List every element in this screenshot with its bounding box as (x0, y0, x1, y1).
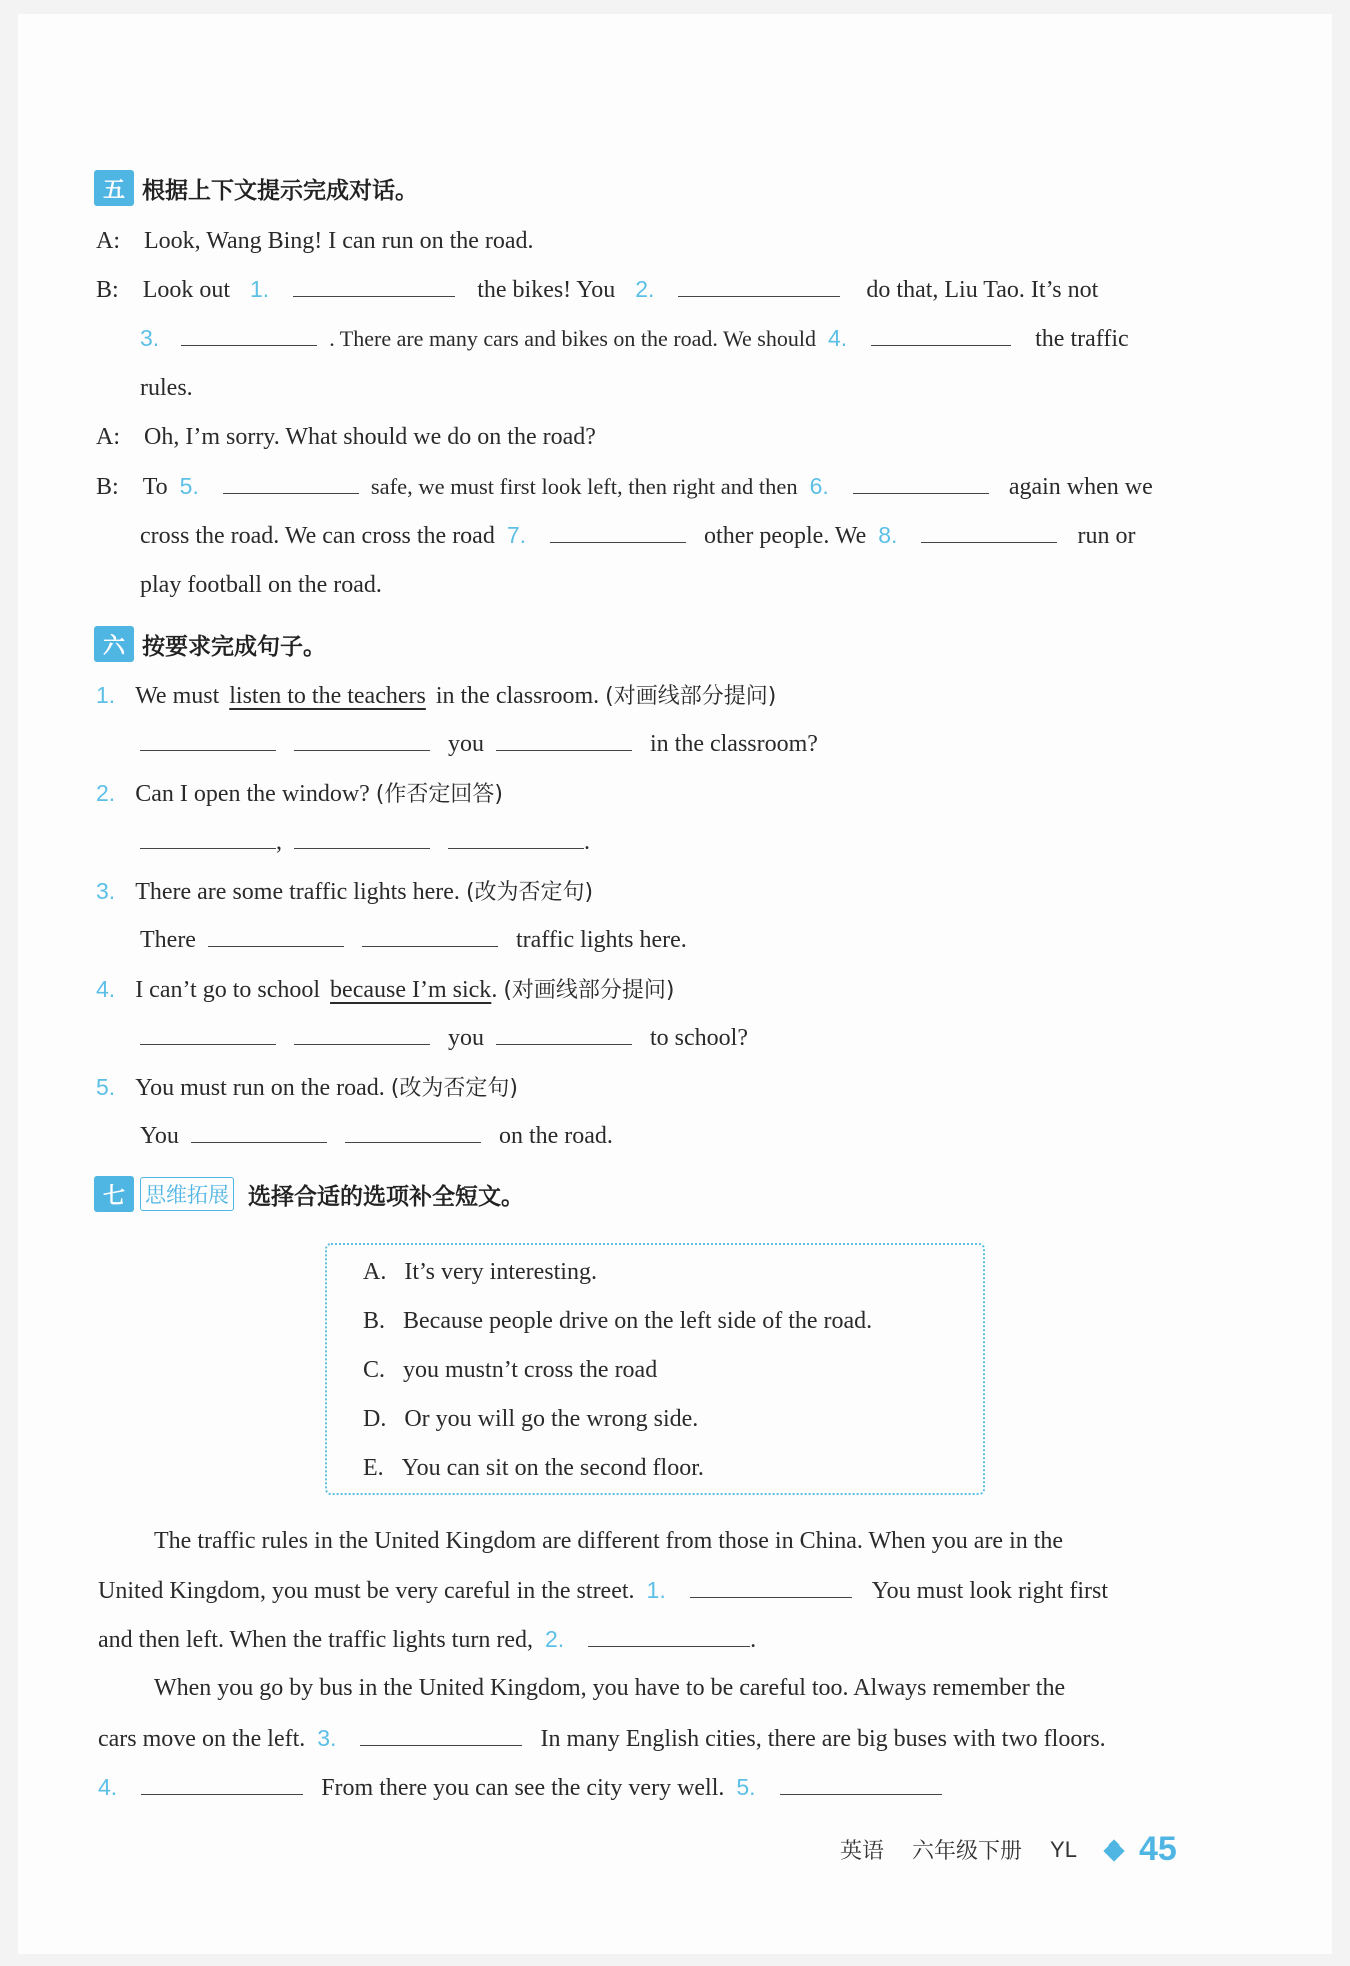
option-d[interactable] (363, 1406, 698, 1433)
option-b[interactable] (363, 1308, 872, 1335)
dialog-text: Look, Wang Bing! I can run on the road. (144, 228, 534, 254)
section-6-header (94, 626, 326, 662)
section-7-header (94, 1176, 524, 1212)
item-text: We must (135, 683, 220, 709)
answer-blank[interactable] (360, 1723, 522, 1746)
answer-text: you (448, 1025, 484, 1051)
instruction: (改为否定句) (390, 1076, 518, 1101)
item-text: I can’t go to school (135, 977, 321, 1003)
option-key: C. (363, 1357, 386, 1383)
passage-line-4 (154, 1673, 1065, 1703)
passage-text: and then left. When the traffic lights turn red, (98, 1627, 533, 1653)
options-box (325, 1243, 985, 1495)
answer-blank[interactable] (853, 471, 989, 494)
instruction: (改为否定句) (465, 880, 594, 905)
answer-text: There (140, 927, 196, 953)
speaker-label: B: (96, 277, 119, 303)
dialog-line-7 (140, 520, 1135, 551)
blank-number: 5. (736, 1774, 756, 1800)
answer-text: traffic lights here. (515, 927, 687, 953)
passage-text: . (750, 1627, 757, 1653)
item-number: 3. (96, 878, 116, 904)
dialog-text: To (142, 474, 168, 500)
section-7-badge: 七 (94, 1176, 134, 1212)
page-number: 45 (1138, 1830, 1177, 1868)
answer-blank[interactable] (690, 1575, 852, 1598)
blank-number: 3. (140, 325, 160, 351)
exercise-item-2 (96, 778, 503, 810)
dialog-line-8 (140, 570, 382, 600)
blank-number: 7. (506, 522, 527, 548)
dialog-text: rules. (140, 375, 193, 401)
option-e[interactable] (363, 1455, 704, 1482)
answer-text: on the road. (498, 1123, 613, 1149)
speaker-label: A: (96, 228, 120, 254)
answer-blank[interactable] (871, 323, 1011, 346)
section-5-header (94, 170, 418, 206)
answer-text: , (276, 829, 282, 855)
answer-text: you (448, 731, 484, 757)
answer-blank[interactable] (780, 1772, 942, 1795)
diamond-icon (1105, 1841, 1123, 1859)
thinking-extension-tag: 思维拓展 (140, 1177, 234, 1211)
dialog-text: other people. We (704, 523, 867, 549)
footer-grade: 六年级下册 (912, 1839, 1023, 1864)
blank-number: 2. (544, 1626, 565, 1652)
blank-number: 1. (646, 1577, 666, 1603)
blank-number: 1. (250, 276, 270, 302)
answer-blank[interactable] (294, 728, 430, 751)
blank-number: 6. (809, 473, 829, 499)
option-c[interactable] (363, 1357, 657, 1384)
instruction: (对画线部分提问) (503, 978, 675, 1003)
dialog-line-5 (96, 422, 596, 452)
dialog-text: run or (1077, 523, 1136, 549)
item-text: . (491, 977, 498, 1003)
option-text: You can sit on the second floor. (401, 1455, 704, 1481)
option-text: It’s very interesting. (404, 1259, 597, 1285)
answer-text: . (584, 829, 590, 855)
item-number: 5. (96, 1074, 116, 1100)
dialog-text: again when we (1008, 474, 1153, 500)
answer-blank[interactable] (294, 1022, 430, 1045)
footer-subject: 英语 (840, 1839, 885, 1864)
item-number: 1. (96, 682, 116, 708)
dialog-line-3 (140, 323, 1129, 354)
passage-text: You must look right first (871, 1578, 1108, 1604)
dialog-text: do that, Liu Tao. It’s not (866, 277, 1099, 303)
dialog-text: play football on the road. (140, 572, 382, 598)
dialog-text: Oh, I’m sorry. What should we do on the road? (144, 424, 596, 450)
answer-blank[interactable] (223, 471, 359, 494)
speaker-label: B: (96, 474, 119, 500)
item-number: 2. (96, 780, 116, 806)
dialog-line-2 (96, 274, 1216, 305)
answer-line-5 (140, 1120, 613, 1151)
section-5-title: 根据上下文提示完成对话。 (142, 177, 418, 204)
answer-blank[interactable] (588, 1624, 750, 1647)
answer-blank[interactable] (678, 274, 840, 297)
answer-blank[interactable] (345, 1120, 481, 1143)
dialog-line-6 (96, 471, 1153, 502)
passage-text: When you go by bus in the United Kingdom, you have to be careful too. Always remember the (154, 1675, 1066, 1701)
exercise-item-4 (96, 974, 674, 1006)
answer-blank[interactable] (208, 924, 344, 947)
dialog-text: . There are many cars and bikes on the road. We should (329, 326, 816, 351)
underlined-text: listen to the teachers (229, 683, 426, 709)
item-text: You must run on the road. (135, 1075, 385, 1101)
option-key: B. (363, 1308, 386, 1334)
answer-blank[interactable] (496, 728, 632, 751)
exercise-item-3 (96, 876, 593, 908)
option-key: A. (363, 1259, 387, 1285)
option-text: Or you will go the wrong side. (404, 1406, 699, 1432)
answer-line-4 (134, 1022, 748, 1053)
answer-line-2 (134, 826, 590, 857)
section-5-badge: 五 (94, 170, 134, 206)
answer-line-1 (134, 728, 818, 759)
option-key: E. (363, 1455, 384, 1481)
exercise-item-5 (96, 1072, 518, 1104)
answer-text: You (140, 1123, 179, 1149)
blank-number: 4. (827, 325, 848, 351)
passage-line-6 (98, 1772, 948, 1803)
dialog-text: the traffic (1035, 326, 1129, 352)
answer-blank[interactable] (294, 826, 430, 849)
passage-text: In many English cities, there are big buses with two floors. (540, 1726, 1106, 1752)
answer-blank[interactable] (293, 274, 455, 297)
underlined-text: because I’m sick (330, 977, 492, 1003)
answer-blank[interactable] (140, 826, 276, 849)
passage-line-5 (98, 1723, 1106, 1754)
passage-text: The traffic rules in the United Kingdom are different from those in China. When you are in the (154, 1528, 1064, 1554)
section-6-title: 按要求完成句子。 (142, 633, 326, 660)
footer-edition: YL (1050, 1836, 1077, 1862)
instruction: (作否定回答) (375, 782, 503, 807)
passage-line-2 (98, 1575, 1108, 1606)
answer-blank[interactable] (550, 520, 686, 543)
answer-blank[interactable] (141, 1772, 303, 1795)
page-footer (840, 1830, 1177, 1869)
item-text: There are some traffic lights here. (135, 879, 460, 905)
answer-blank[interactable] (496, 1022, 632, 1045)
item-text: Can I open the window? (135, 781, 370, 807)
passage-text: cars move on the left. (98, 1726, 306, 1752)
option-text: you mustn’t cross the road (403, 1357, 658, 1383)
dialog-text: the bikes! You (477, 277, 616, 303)
section-6-badge: 六 (94, 626, 134, 662)
dialog-text: Look out (142, 277, 231, 303)
blank-number: 5. (179, 473, 199, 499)
blank-number: 8. (878, 522, 898, 548)
answer-blank[interactable] (140, 728, 276, 751)
blank-number: 3. (317, 1725, 337, 1751)
dialog-text: cross the road. We can cross the road (140, 523, 495, 549)
passage-text: From there you can see the city very well. (321, 1775, 725, 1801)
passage-line-3 (98, 1624, 756, 1655)
answer-blank[interactable] (181, 323, 317, 346)
item-number: 4. (96, 976, 116, 1002)
section-7-title: 选择合适的选项补全短文。 (248, 1183, 524, 1210)
option-text: Because people drive on the left side of the road. (403, 1308, 873, 1334)
dialog-line-1 (96, 226, 534, 256)
instruction: (对画线部分提问) (605, 684, 777, 709)
item-text: in the classroom. (435, 683, 600, 709)
speaker-label: A: (96, 424, 120, 450)
dialog-line-4 (140, 373, 193, 403)
option-a[interactable] (363, 1259, 597, 1286)
passage-line-1 (154, 1526, 1063, 1556)
answer-blank[interactable] (140, 1022, 276, 1045)
exercise-item-1 (96, 680, 776, 712)
answer-blank[interactable] (362, 924, 498, 947)
blank-number: 4. (98, 1774, 118, 1800)
answer-blank[interactable] (191, 1120, 327, 1143)
answer-blank[interactable] (921, 520, 1057, 543)
dialog-text: safe, we must first look left, then right and then (370, 474, 798, 499)
blank-number: 2. (635, 276, 655, 302)
answer-text: to school? (650, 1025, 748, 1051)
option-key: D. (363, 1406, 387, 1432)
passage-text: United Kingdom, you must be very careful in the street. (98, 1578, 635, 1604)
answer-line-3 (140, 924, 687, 955)
answer-blank[interactable] (448, 826, 584, 849)
answer-text: in the classroom? (650, 731, 818, 757)
